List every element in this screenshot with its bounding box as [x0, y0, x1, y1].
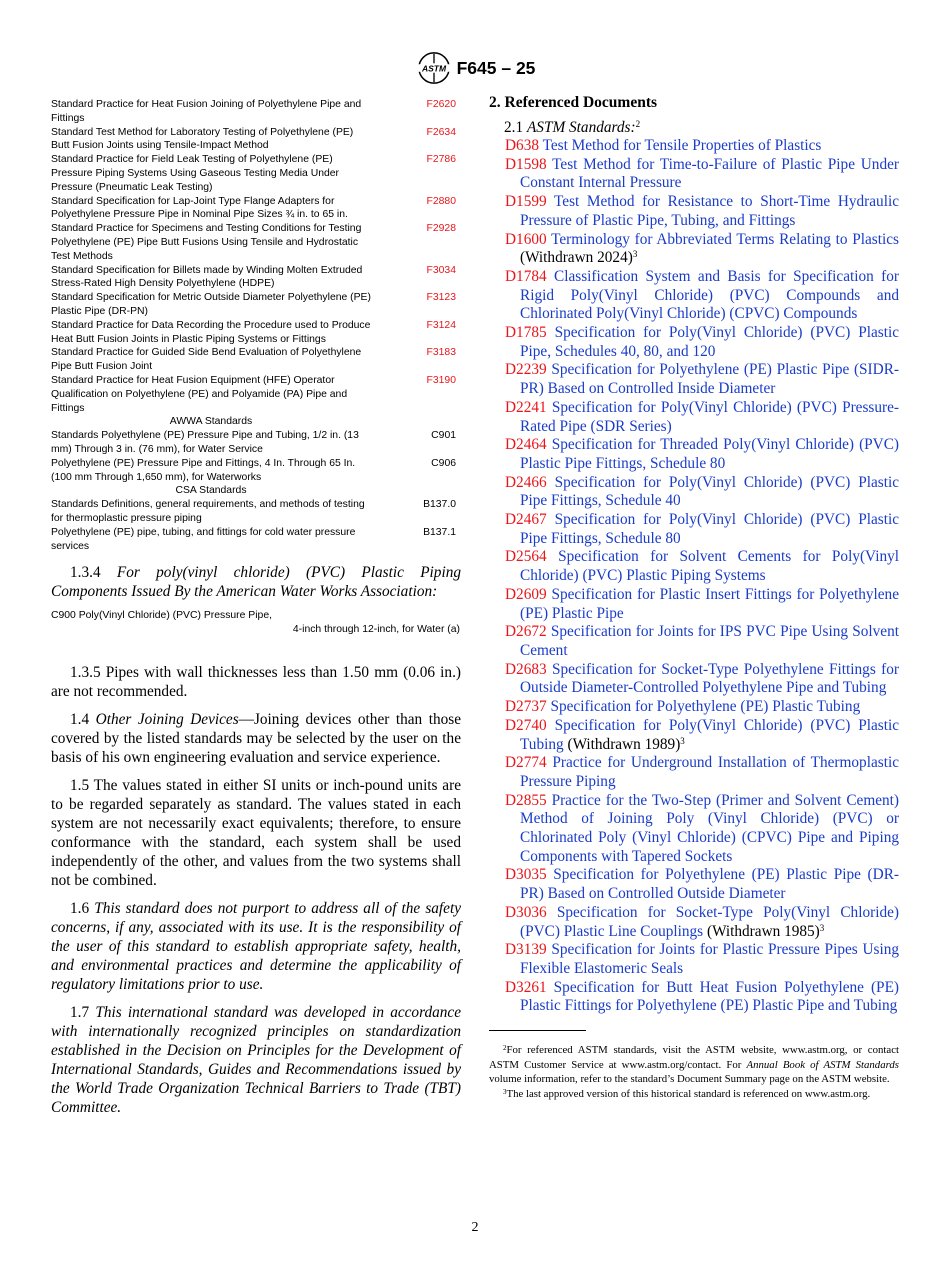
standard-code[interactable]: F3034 — [426, 264, 456, 276]
section-1-3-4: 1.3.4 For poly(vinyl chloride) (PVC) Plastic Piping Components Issued By the American Water Works Association: — [51, 564, 461, 601]
reference-code-link[interactable]: D3139 — [505, 941, 547, 959]
reference-title-link[interactable]: Classification System and Basis for Specification for Rigid Poly(Vinyl Chloride) (PVC) Compounds and Chlorinated Poly(Vinyl Chloride) (CPVC) Compounds — [520, 267, 899, 323]
standard-code[interactable]: F2634 — [426, 126, 456, 138]
reference-item — [489, 661, 899, 698]
reference-code-link[interactable]: D2774 — [505, 754, 547, 772]
reference-item — [489, 193, 899, 230]
reference-code-link[interactable]: D2241 — [505, 398, 547, 416]
standard-code[interactable]: F2928 — [426, 223, 456, 235]
footnote-ref: 3 — [632, 249, 638, 260]
reference-item — [489, 792, 899, 867]
reference-item — [489, 548, 899, 585]
reference-item — [489, 586, 899, 623]
standard-title: Polyethylene (PE) pipe, tubing, and fittings for cold water pressure services — [51, 526, 356, 552]
reference-title-link[interactable]: Practice for Underground Installation of Thermoplastic Pressure Piping — [520, 754, 899, 790]
withdrawn-note: (Withdrawn 2024) — [520, 249, 633, 267]
reference-code-link[interactable]: D3261 — [505, 978, 547, 996]
reference-code-link[interactable]: D2467 — [505, 511, 547, 529]
reference-code-link[interactable]: D1600 — [505, 230, 547, 248]
reference-code-link[interactable]: D1598 — [505, 155, 547, 173]
standard-title: Standard Practice for Specimens and Testing Conditions for Testing Polyethylene (PE) Pipe Butt Fusions Using Tensile and Hydrostatic Test Methods — [51, 223, 362, 262]
reference-title-link[interactable]: Specification for Plastic Insert Fittings for Polyethylene (PE) Plastic Pipe — [520, 585, 899, 622]
reference-title-link[interactable]: Terminology for Abbreviated Terms Relating to Plastics — [551, 230, 899, 248]
reference-title-link[interactable]: Specification for Poly(Vinyl Chloride) (PVC) Pressure-Rated Pipe (SDR Series) — [520, 398, 900, 435]
reference-title-link[interactable]: Specification for Joints for IPS PVC Pipe Using Solvent Cement — [520, 623, 899, 659]
standard-code[interactable]: F3123 — [426, 292, 456, 304]
reference-item — [489, 156, 899, 193]
standards-group-heading: CSA Standards — [175, 485, 247, 497]
reference-title-link[interactable]: Specification for Butt Heat Fusion Polyethylene (PE) Plastic Fittings for Polyethylene (PE) Plastic Pipe and Tubing — [520, 978, 900, 1015]
reference-code-link[interactable]: D2609 — [505, 585, 547, 603]
standard-title: Standards Definitions, general requirements, and methods of testing for thermoplastic pressure piping — [51, 499, 365, 524]
reference-item — [489, 436, 899, 473]
reference-item — [489, 361, 899, 398]
reference-code-link[interactable]: D2239 — [505, 361, 547, 379]
standard-code: B137.0 — [423, 499, 456, 511]
section-1-5: 1.5 The values stated in either SI units or inch-pound units are to be regarded separately as standard. The values stated in each system are not necessarily exact equivalents; therefore, to ensure conformance with the standard, each system shall be used independently of the other, and values from the two systems shall not be combined. — [51, 777, 461, 890]
reference-item — [489, 231, 899, 268]
section-1-4: 1.4 Other Joining Devices—Joining devices other than those covered by the listed standards may be selected by the user on the basis of his own engineering evaluation and service experience. — [51, 711, 461, 767]
reference-code-link[interactable]: D1599 — [505, 193, 547, 211]
c900-line-1: C900 Poly(Vinyl Chloride) (PVC) Pressure Pipe, — [51, 610, 272, 622]
standard-code[interactable]: F3190 — [426, 374, 456, 386]
reference-title-link[interactable]: Specification for Socket-Type Poly(Vinyl Chloride) (PVC) Plastic Line Couplings — [520, 903, 899, 940]
reference-title-link[interactable]: Specification for Socket-Type Polyethylene Fittings for Outside Diameter-Controlled Polyethylene Pipe and Tubing — [520, 660, 899, 697]
standards-table-row — [51, 429, 461, 457]
standard-title: Standards Polyethylene (PE) Pressure Pipe and Tubing, 1/2 in. (13 mm) Through 3 in. (76 mm), for Water Service — [51, 430, 359, 455]
footnote-3: $^3$The last approved version of this historical standard is referenced on www.astm.org. — [503, 1087, 871, 1100]
standard-code[interactable]: F3124 — [426, 319, 456, 331]
standards-table-row — [51, 126, 461, 154]
reference-code-link[interactable]: D2737 — [505, 698, 547, 716]
standards-table-row — [51, 195, 461, 223]
reference-item — [489, 904, 899, 941]
astm-logo-icon — [415, 51, 453, 85]
document-designation: F645 – 25 — [456, 57, 536, 78]
footnote-ref: 3 — [680, 735, 685, 746]
standards-table-row — [51, 98, 461, 126]
standards-table-row — [51, 498, 461, 526]
standards-table — [51, 98, 461, 553]
reference-title-link[interactable]: Specification for Threaded Poly(Vinyl Chloride) (PVC) Plastic Pipe Fittings, Schedule 80 — [520, 436, 900, 472]
reference-code-link[interactable]: D638 — [505, 137, 539, 154]
standards-table-row — [51, 222, 461, 263]
reference-code-link[interactable]: D2466 — [505, 473, 547, 491]
left-column — [51, 98, 461, 1117]
standards-group-heading: AWWA Standards — [169, 416, 253, 428]
reference-code-link[interactable]: D2855 — [505, 791, 547, 809]
reference-code-link[interactable]: D2740 — [505, 716, 547, 734]
standards-table-row — [51, 374, 461, 415]
footnote-2: $^2$For referenced ASTM standards, visit the ASTM website, www.astm.org, or contact ASTM Customer Service at www.astm.org/contact. For Annual Book of ASTM Standards volume information, refer to the standard’s Document Summary page on the ASTM website. — [489, 1044, 899, 1086]
reference-title-link[interactable]: Test Method for Time-to-Failure of Plastic Pipe Under Constant Internal Pressure — [520, 155, 899, 192]
section-1-6: 1.6 This standard does not purport to address all of the safety concerns, if any, associated with its use. It is the responsibility of the user of this standard to establish appropriate safety, health, and environmental practices and determine the applicability of regulatory limitations prior to use. — [51, 900, 461, 994]
reference-item — [489, 474, 899, 511]
standard-code[interactable]: F2786 — [426, 154, 456, 166]
reference-item — [489, 268, 899, 324]
standard-title: Standard Practice for Heat Fusion Equipment (HFE) Operator Qualification on Polyethylene (PE) and Polyamide (PA) Pipe and Fittings — [51, 374, 348, 414]
reference-item — [489, 754, 899, 791]
section-2-title: 2. Referenced Documents — [489, 94, 658, 111]
reference-item — [489, 511, 899, 548]
standard-title: Polyethylene (PE) Pressure Pipe and Fittings, 4 In. Through 65 In. (100 mm Through 1,650 mm), for Waterworks — [51, 457, 356, 483]
standards-table-row — [51, 153, 461, 194]
standards-table-row — [51, 291, 461, 319]
c900-entry — [51, 609, 461, 637]
reference-item — [489, 324, 899, 361]
footnote-ref: 3 — [819, 922, 825, 933]
reference-item — [489, 399, 899, 436]
withdrawn-note: (Withdrawn 1985) — [706, 922, 820, 940]
reference-item — [489, 979, 899, 1016]
reference-title-link[interactable]: Specification for Poly(Vinyl Chloride) (PVC) Plastic Tubing — [520, 716, 899, 753]
reference-title-link[interactable]: Test Method for Tensile Properties of Plastics — [542, 137, 822, 154]
standards-table-row — [51, 346, 461, 374]
reference-title-link[interactable]: Specification for Joints for Plastic Pressure Pipes Using Flexible Elastomeric Seals — [520, 941, 899, 977]
standard-code: B137.1 — [423, 526, 456, 538]
referenced-documents-list — [489, 137, 899, 1016]
reference-title-link[interactable]: Test Method for Resistance to Short-Time Hydraulic Pressure of Plastic Pipe, Tubing, and Fittings — [520, 193, 899, 229]
standard-code[interactable]: F2880 — [426, 195, 456, 207]
svg-text:ASTM: ASTM — [421, 63, 446, 74]
reference-title-link[interactable]: Specification for Solvent Cements for Poly(Vinyl Chloride) (PVC) Plastic Piping Systems — [520, 548, 899, 585]
reference-title-link[interactable]: Specification for Polyethylene (PE) Plastic Tubing — [550, 698, 861, 716]
reference-code-link[interactable]: D2672 — [505, 623, 547, 641]
standards-table-row — [51, 457, 461, 485]
reference-code-link[interactable]: D2464 — [505, 436, 547, 454]
reference-code-link[interactable]: D1785 — [505, 324, 547, 342]
reference-item — [489, 698, 899, 717]
standard-title: Standard Practice for Guided Side Bend Evaluation of Polyethylene Pipe Butt Fusion Joint — [51, 347, 362, 373]
reference-item — [489, 137, 899, 156]
reference-title-link[interactable]: Specification for Polyethylene (PE) Plastic Pipe (SIDR-PR) Based on Controlled Inside Diameter — [520, 361, 899, 398]
reference-title-link[interactable]: Practice for the Two-Step (Primer and Solvent Cement) Method of Joining Poly (Vinyl Chloride) (PVC) or Chlorinated Poly (Vinyl Chloride) (CPVC) Pipe and Piping Components with Tapered Sockets — [520, 791, 899, 865]
reference-item — [489, 717, 899, 754]
page-number: 2 — [471, 1220, 479, 1235]
reference-item — [489, 866, 899, 903]
withdrawn-note: (Withdrawn 1989) — [567, 735, 681, 753]
section-1-3-5: 1.3.5 Pipes with wall thicknesses less than 1.50 mm (0.06 in.) are not recommended. — [51, 664, 461, 701]
standard-title: Standard Specification for Metric Outside Diameter Polyethylene (PE) Plastic Pipe (DR-PN) — [51, 292, 371, 317]
section-1-7: 1.7 This international standard was developed in accordance with internationally recognized principles on standardization established in the Decision on Principles for the Development of International Standards, Guides and Recommendations issued by the World Trade Organization Technical Barriers to Trade (TBT) Committee. — [51, 1004, 461, 1117]
standard-title: Standard Practice for Field Leak Testing of Polyethylene (PE) Pressure Piping Systems Using Gaseous Testing Media Under Pressure (Pneumatic Leak Testing) — [51, 154, 339, 193]
standard-title: Standard Test Method for Laboratory Testing of Polyethylene (PE) Butt Fusion Joints using Tensile-Impact Method — [51, 126, 354, 152]
right-column — [489, 93, 899, 1101]
page-header — [0, 50, 950, 86]
reference-code-link[interactable]: D2564 — [505, 548, 547, 566]
standard-code[interactable]: F3183 — [426, 347, 456, 359]
reference-title-link[interactable]: Specification for Poly(Vinyl Chloride) (PVC) Plastic Pipe, Schedules 40, 80, and 120 — [520, 324, 899, 360]
footnote-divider — [489, 1030, 586, 1031]
standard-title: Standard Specification for Lap-Joint Type Flange Adapters for Polyethylene Pressure Pipe in Nominal Pipe Sizes ¾ in. to 65 in. — [51, 195, 348, 221]
c900-line-2: 4-inch through 12-inch, for Water (a) — [292, 624, 460, 636]
standards-table-row — [51, 526, 461, 554]
standard-title: Standard Specification for Billets made by Winding Molten Extruded Stress-Rated High Density Polyethylene (HDPE) — [51, 264, 363, 290]
standard-title: Standard Practice for Heat Fusion Joining of Polyethylene Pipe and Fittings — [51, 99, 362, 124]
standard-code[interactable]: F2620 — [426, 99, 456, 110]
standards-table-row — [51, 264, 461, 292]
reference-title-link[interactable]: Specification for Poly(Vinyl Chloride) (PVC) Plastic Pipe Fittings, Schedule 80 — [520, 511, 899, 547]
section-2-1: 2.1 ASTM Standards:$^2$ — [504, 119, 641, 136]
reference-title-link[interactable]: Specification for Polyethylene (PE) Plastic Pipe (DR-PR) Based on Controlled Outside Diameter — [520, 866, 899, 903]
standard-code: C906 — [431, 457, 456, 469]
reference-code-link[interactable]: D3035 — [505, 866, 547, 884]
reference-code-link[interactable]: D1784 — [505, 267, 547, 285]
standard-code: C901 — [431, 430, 456, 442]
standard-title: Standard Practice for Data Recording the Procedure used to Produce Heat Butt Fusion Joints in Plastic Piping Systems or Fittings — [51, 319, 371, 345]
reference-item — [489, 941, 899, 978]
reference-title-link[interactable]: Specification for Poly(Vinyl Chloride) (PVC) Plastic Pipe Fittings, Schedule 40 — [520, 473, 899, 510]
reference-code-link[interactable]: D2683 — [505, 660, 547, 678]
reference-item — [489, 623, 899, 660]
standards-table-row — [51, 319, 461, 347]
reference-code-link[interactable]: D3036 — [505, 903, 547, 921]
